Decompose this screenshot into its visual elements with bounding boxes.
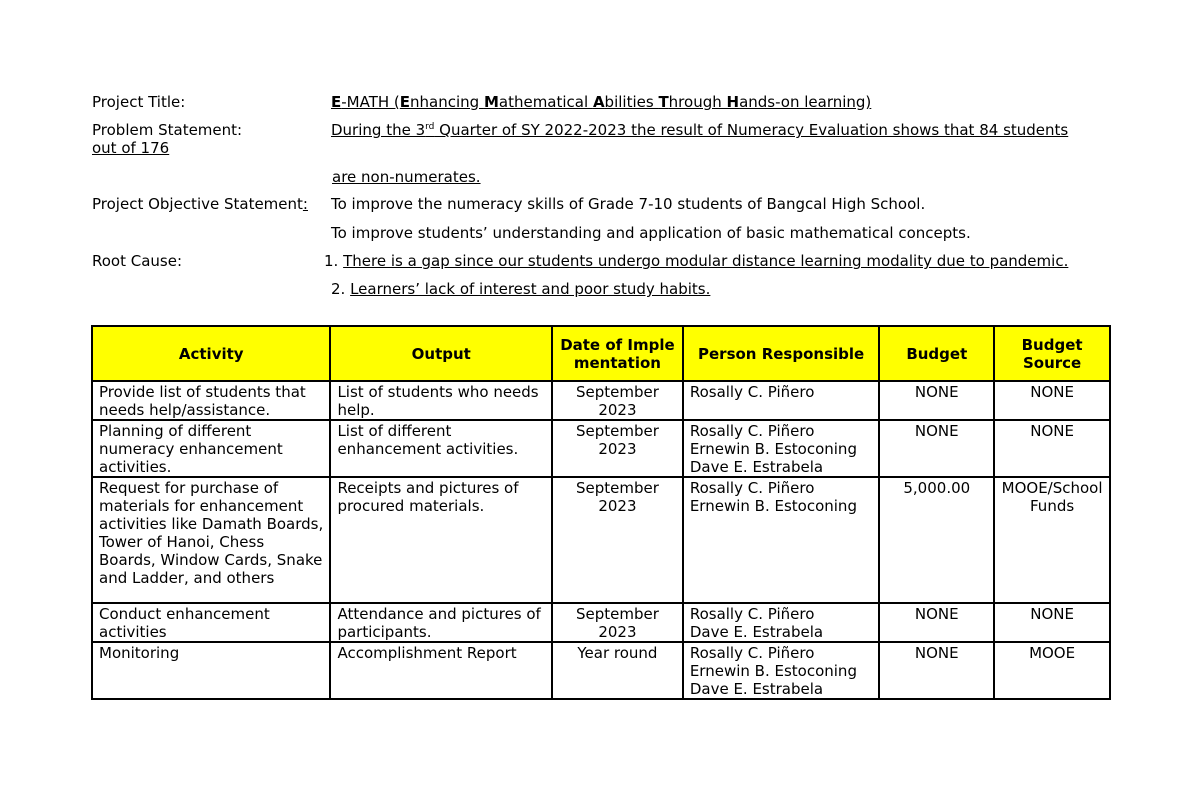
header-output: Output — [330, 326, 552, 381]
cell-date: Year round — [552, 642, 683, 699]
cell-budget: 5,000.00 — [879, 477, 994, 603]
action-plan-table — [91, 325, 1111, 700]
cell-person — [683, 477, 880, 603]
person-list: Rosally C. Piñero — [689, 383, 815, 401]
project-title-letter: E — [331, 93, 342, 111]
cell-person — [683, 642, 880, 699]
problem-statement-line2: are non-numerates. — [332, 168, 481, 186]
person-list: Rosally C. Piñero Ernewin B. Estoconing Dave E. Estrabela — [689, 422, 857, 476]
cell-activity: Planning of different numeracy enhancement activities. — [92, 420, 330, 477]
cell-budget: NONE — [879, 381, 994, 420]
ordinal-suffix: rd — [425, 122, 435, 132]
table-row — [92, 477, 1110, 603]
project-title — [331, 93, 871, 111]
cell-date: September 2023 — [552, 381, 683, 420]
cell-budget-source: MOOE — [994, 642, 1110, 699]
header-budget-source: Budget Source — [994, 326, 1110, 381]
project-title-letter: H — [726, 93, 740, 111]
objective-1: To improve the numeracy skills of Grade 7-10 students of Bangcal High School. — [331, 195, 926, 213]
cell-activity: Conduct enhancement activities — [92, 603, 330, 642]
problem-statement-continued: out of 176 — [92, 139, 170, 157]
root-cause-label: Root Cause: — [92, 252, 183, 270]
cell-output: Accomplishment Report — [330, 642, 552, 699]
problem-statement-label: Problem Statement: — [92, 121, 243, 139]
header-activity: Activity — [92, 326, 330, 381]
table-row — [92, 420, 1110, 477]
cell-person — [683, 603, 880, 642]
objective-label-text: Project Objective Statement — [92, 195, 303, 213]
cell-person — [683, 381, 880, 420]
header-budget: Budget — [879, 326, 994, 381]
project-title-text: ands-on learning) — [739, 93, 872, 111]
objective-2: To improve students’ understanding and application of basic mathematical concepts. — [331, 224, 971, 242]
project-title-text: -MATH ( — [341, 93, 400, 111]
objective-label — [92, 195, 308, 213]
header-date-text: Date of Implementation — [560, 335, 675, 372]
table-row — [92, 603, 1110, 642]
problem-statement — [331, 121, 1068, 139]
project-title-letter: M — [483, 93, 499, 111]
project-title-letter: T — [658, 93, 669, 111]
project-title-text: athematical — [498, 93, 593, 111]
cell-budget-source: NONE — [994, 603, 1110, 642]
project-title-label: Project Title: — [92, 93, 186, 111]
cell-budget-source: NONE — [994, 381, 1110, 420]
header-date — [552, 326, 683, 381]
project-title-text: nhancing — [410, 93, 484, 111]
cell-activity: Request for purchase of materials for enhancement activities like Damath Boards, Tower of Hanoi, Chess Boards, Window Cards, Snake and Ladder, and others — [92, 477, 330, 603]
root-cause-2 — [331, 280, 710, 298]
person-list: Rosally C. Piñero Ernewin B. Estoconing — [689, 479, 857, 515]
cell-output: List of students who needs help. — [330, 381, 552, 420]
table-row — [92, 381, 1110, 420]
cell-budget: NONE — [879, 420, 994, 477]
objective-label-colon: : — [302, 195, 308, 213]
root-cause-text: Learners’ lack of interest and poor study habits. — [350, 280, 711, 298]
root-cause-text: There is a gap since our students undergo modular distance learning modality due to pandemic. — [343, 252, 1069, 270]
cell-date: September 2023 — [552, 477, 683, 603]
table-header-row — [92, 326, 1110, 381]
project-title-text: bilities — [604, 93, 659, 111]
cell-budget-source: NONE — [994, 420, 1110, 477]
cell-budget: NONE — [879, 603, 994, 642]
problem-text: Quarter of SY 2022-2023 the result of Numeracy Evaluation shows that 84 students — [434, 121, 1069, 139]
cell-date: September 2023 — [552, 603, 683, 642]
cell-output: Receipts and pictures of procured materials. — [330, 477, 552, 603]
cell-output: List of different enhancement activities. — [330, 420, 552, 477]
root-cause-number: 1. — [324, 252, 344, 270]
header-person: Person Responsible — [683, 326, 880, 381]
cell-output: Attendance and pictures of participants. — [330, 603, 552, 642]
cell-budget-source: MOOE/School Funds — [994, 477, 1110, 603]
cell-person — [683, 420, 880, 477]
root-cause-number: 2. — [331, 280, 351, 298]
person-list: Rosally C. Piñero Dave E. Estrabela — [689, 605, 824, 641]
project-title-letter: E — [399, 93, 411, 111]
cell-date: September 2023 — [552, 420, 683, 477]
cell-budget: NONE — [879, 642, 994, 699]
cell-activity: Provide list of students that needs help/assistance. — [92, 381, 330, 420]
person-list: Rosally C. Piñero Ernewin B. Estoconing Dave E. Estrabela — [689, 644, 857, 698]
project-title-text: hrough — [668, 93, 727, 111]
cell-activity: Monitoring — [92, 642, 330, 699]
project-title-letter: A — [592, 93, 605, 111]
root-cause-1 — [324, 252, 1068, 270]
table-row — [92, 642, 1110, 699]
problem-text: During the 3 — [331, 121, 426, 139]
